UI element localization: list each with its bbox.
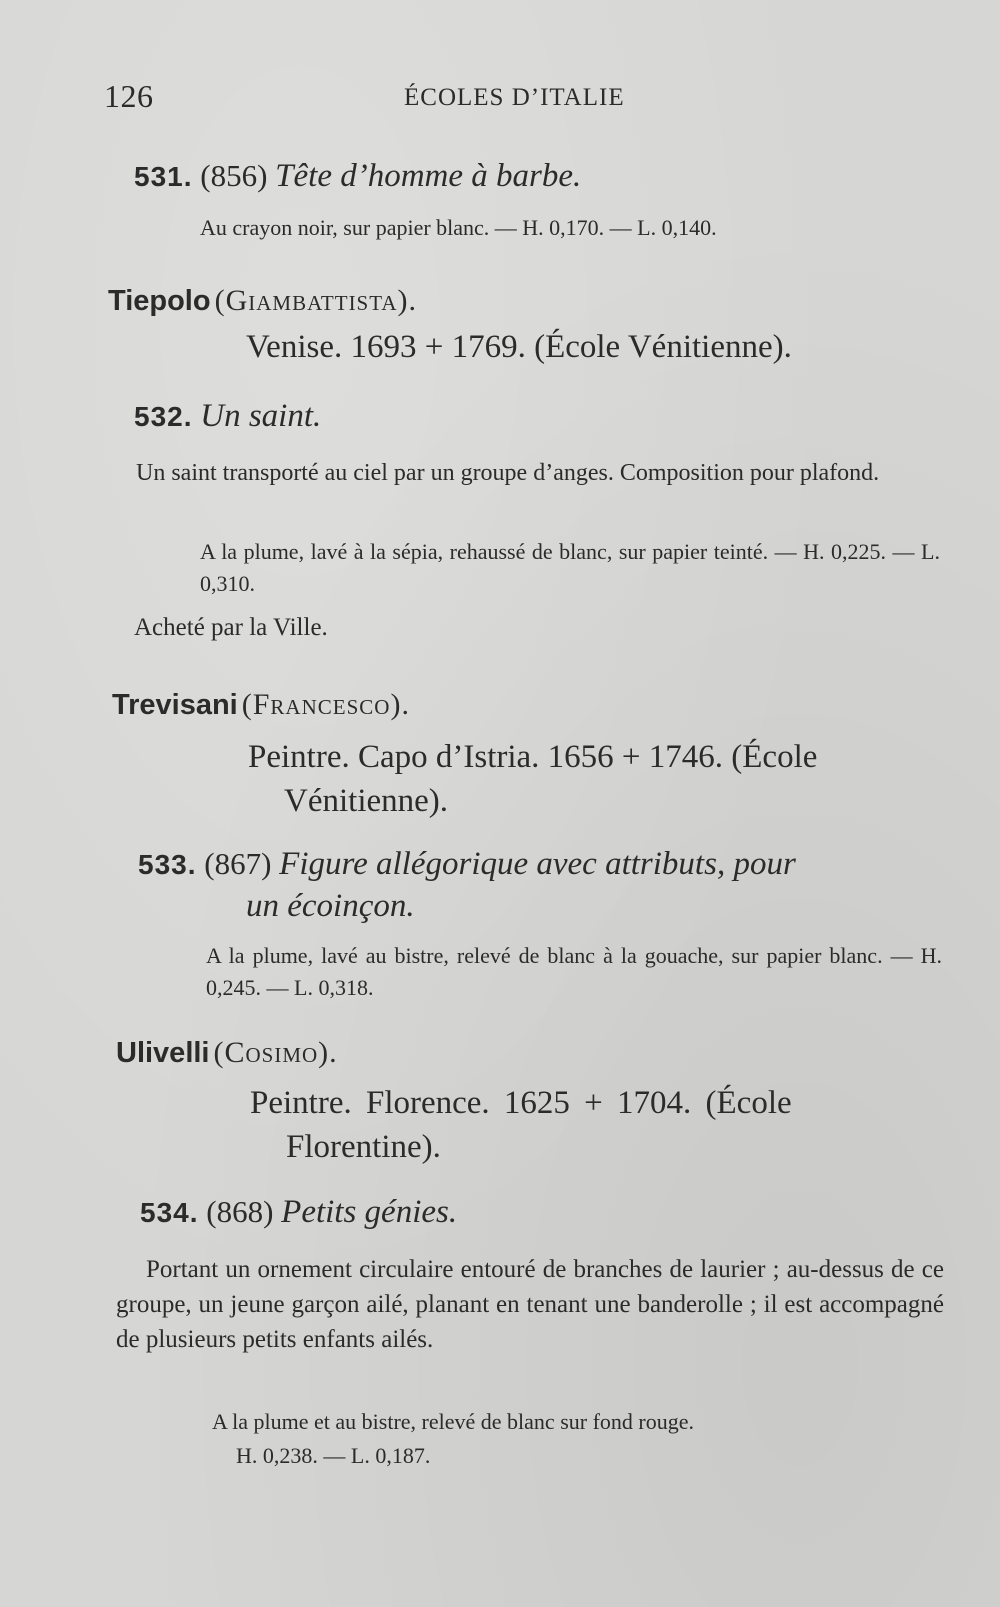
artist-trevisani-bio-line-2: Vénitienne).	[284, 783, 449, 819]
entry-534-heading	[140, 1194, 457, 1231]
entry-533-technique: A la plume, lavé au bistre, relevé de blanc à la gouache, sur papier blanc. — H. 0,245. — L. 0,318.	[206, 943, 942, 1000]
catalog-ref: (856)	[200, 158, 268, 193]
entry-533-heading-line-2	[246, 888, 415, 925]
artist-surname: Trevisani	[112, 689, 238, 721]
catalog-ref: (868)	[206, 1194, 274, 1229]
artist-tiepolo-bio: Venise. 1693 + 1769. (École Vénitienne).	[246, 329, 792, 365]
catalog-ref: (867)	[204, 846, 272, 881]
artist-given-name: (Francesco).	[241, 688, 410, 721]
entry-531-heading	[134, 158, 581, 195]
artist-surname: Tiepolo	[108, 285, 211, 317]
artist-tiepolo-heading	[108, 284, 417, 318]
artist-given-name: (Giambattista).	[214, 284, 418, 317]
entry-number: 531.	[134, 161, 193, 192]
entry-534-technique-line-2: H. 0,238. — L. 0,187.	[236, 1443, 431, 1468]
entry-533-heading	[138, 846, 796, 883]
entry-number: 533.	[138, 849, 197, 880]
entry-title: Petits génies.	[281, 1194, 458, 1230]
entry-531-technique: Au crayon noir, sur papier blanc. — H. 0,170. — L. 0,140.	[200, 215, 717, 240]
entry-532-technique	[200, 536, 940, 600]
artist-trevisani-heading	[112, 688, 410, 722]
entry-534-technique-line-1: A la plume et au bistre, relevé de blanc sur fond rouge.	[212, 1409, 695, 1434]
page-number: 126	[104, 78, 154, 114]
entry-532-description: Un saint transporté au ciel par un groupe d’anges. Composition pour plafond.	[136, 460, 880, 486]
technique-text: A la plume, lavé à la sépia, rehaussé de blanc, sur papier teinté. — H. 0,225. — L. 0,310.	[200, 539, 940, 596]
artist-ulivelli-heading	[116, 1036, 338, 1070]
entry-532-heading	[134, 398, 321, 435]
entry-number: 534.	[140, 1197, 199, 1228]
artist-ulivelli-bio-line-1: Peintre. Florence. 1625 + 1704. (École	[250, 1085, 792, 1121]
running-title: ÉCOLES D’ITALIE	[404, 84, 625, 111]
entry-534-description: Portant un ornement circulaire entouré de branches de laurier ; au-dessus de ce groupe, un jeune garçon ailé, planant en tenant une banderolle ; il est accompagné de plusieurs petits enfants ailés.	[116, 1256, 944, 1353]
running-head	[0, 78, 1000, 118]
artist-given-name: (Cosimo).	[213, 1036, 338, 1069]
entry-532-note: Acheté par la Ville.	[134, 614, 328, 641]
entry-number: 532.	[134, 401, 193, 432]
entry-title-line-2: un écoinçon.	[246, 888, 415, 924]
artist-ulivelli-bio-line-2: Florentine).	[286, 1129, 441, 1165]
artist-surname: Ulivelli	[116, 1037, 210, 1069]
entry-title: Un saint.	[200, 398, 322, 434]
artist-trevisani-bio-line-1: Peintre. Capo d’Istria. 1656 + 1746. (École	[248, 739, 818, 775]
entry-title: Tête d’homme à barbe.	[275, 158, 582, 194]
entry-title-line-1: Figure allégorique avec attributs, pour	[279, 846, 796, 882]
